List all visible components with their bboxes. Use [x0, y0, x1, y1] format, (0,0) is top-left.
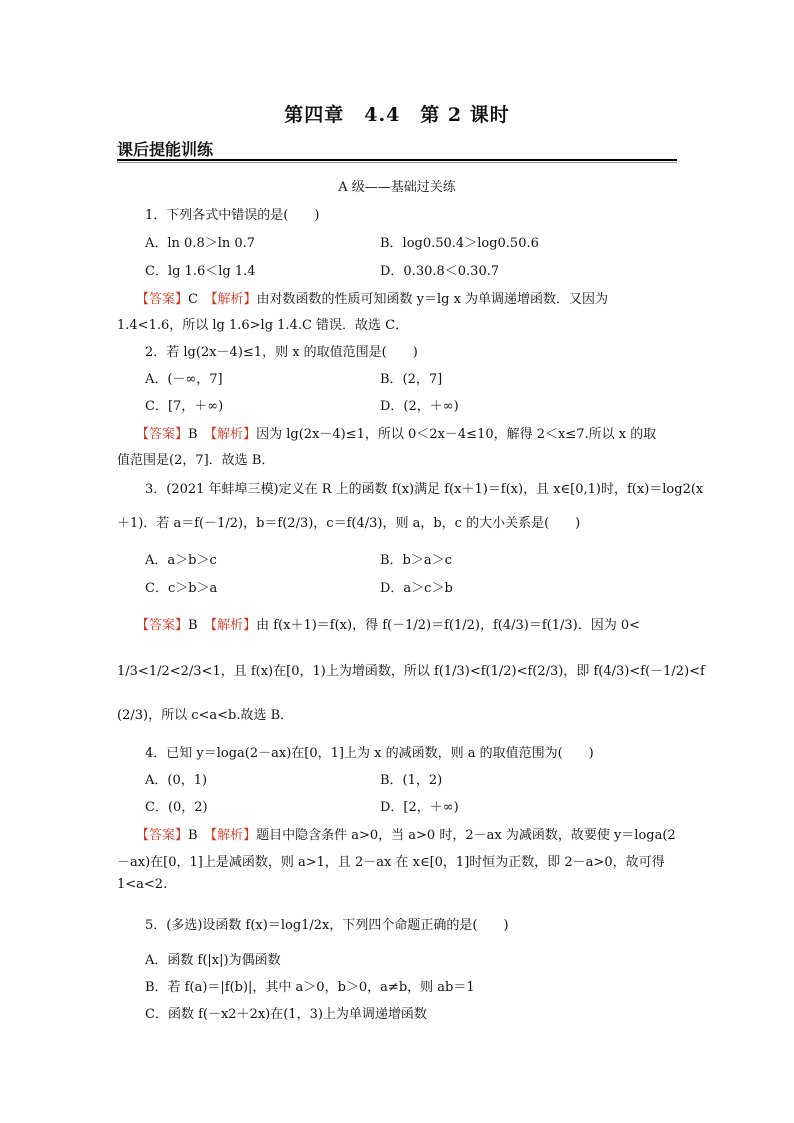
q3-option-c: C．c＞b＞a [145, 581, 218, 596]
q5-stem: 5．(多选)设函数 f(x)＝log1/2x，下列四个命题正确的是( ) [145, 918, 509, 933]
q3-stem-1: 3．(2021 年蚌埠三模)定义在 R 上的函数 f(x)满足 f(x＋1)＝f(x)，且 x∈[0,1)时，f(x)＝log2(x [145, 482, 704, 497]
q1-analysis-1: 由对数函数的性质可知函数 y＝lg x 为单调递增函数．又因为 [256, 292, 609, 307]
q3-answer: B [188, 618, 198, 633]
q3-option-a: A．a＞b＞c [145, 553, 217, 568]
q4-option-a: A．(0，1) [145, 773, 208, 788]
q1-option-c: C．lg 1.6＜lg 1.4 [145, 264, 256, 279]
q1-answer-line [136, 288, 608, 307]
q2-analysis-1: 因为 lg(2x－4)≤1，所以 0＜2x－4≤10，解得 2＜x≤7.所以 x 的取 [256, 427, 657, 442]
analysis-tag: 【解析】 [210, 618, 257, 633]
page-title: 第四章 4.4 第 2 课时 [284, 104, 510, 126]
q1-answer: C [188, 292, 198, 307]
q3-analysis-1: 由 f(x＋1)＝f(x)，得 f(－1/2)＝f(1/2)，f(4/3)＝f(1/3)．因为 0< [256, 618, 641, 633]
answer-tag: 【答案】 [136, 618, 189, 633]
q1-analysis-2: 1.4<1.6，所以 lg 1.6>lg 1.4.C 错误．故选 C． [117, 318, 409, 333]
q3-analysis-3: (2/3)，所以 c<a<b.故选 B． [117, 708, 294, 723]
analysis-tag: 【解析】 [210, 292, 257, 307]
q3-analysis-2: 1/3<1/2<2/3<1，且 f(x)在[0，1)上为增函数，所以 f(1/3)<f(1/2)<f(2/3)，即 f(4/3)<f(－1/2)<f [117, 664, 705, 679]
q2-answer-line [136, 423, 656, 442]
answer-tag: 【答案】 [136, 427, 189, 442]
heading-rule-thin [117, 162, 677, 163]
q2-option-c: C．[7，＋∞) [145, 399, 224, 414]
answer-tag: 【答案】 [136, 828, 189, 843]
q4-option-c: C．(0，2) [145, 800, 208, 815]
q5-option-b: B．若 f(a)＝|f(b)|，其中 a＞0，b＞0，a≠b，则 ab＝1 [145, 980, 475, 995]
q4-analysis-1: 题目中隐含条件 a>0，当 a>0 时，2－ax 为减函数，故要使 y＝loga(2 [256, 828, 676, 843]
level-heading: A 级——基础过关练 [338, 180, 456, 195]
q4-stem: 4．已知 y＝loga(2－ax)在[0，1]上为 x 的减函数，则 a 的取值范围为( ) [145, 746, 594, 761]
answer-tag: 【答案】 [136, 292, 189, 307]
q5-option-c: C．函数 f(－x2＋2x)在(1，3)上为单调递增函数 [145, 1007, 427, 1022]
q2-answer: B [188, 427, 198, 442]
q4-analysis-3: 1<a<2. [117, 877, 168, 892]
q5-option-a: A．函数 f(|x|)为偶函数 [145, 953, 281, 968]
heading-rule [117, 159, 677, 161]
q2-stem: 2．若 lg(2x－4)≤1，则 x 的取值范围是( ) [145, 345, 418, 360]
q4-answer: B [188, 828, 198, 843]
q3-stem-2: ＋1)．若 a＝f(－1/2)，b＝f(2/3)，c＝f(4/3)，则 a，b，c 的大小关系是( ) [117, 516, 581, 531]
q1-stem: 1．下列各式中错误的是( ) [145, 208, 320, 223]
analysis-tag: 【解析】 [210, 828, 257, 843]
q3-answer-line [136, 614, 640, 633]
analysis-tag: 【解析】 [210, 427, 257, 442]
q4-option-b: B．(1，2) [380, 773, 443, 788]
q4-option-d: D．[2，＋∞) [380, 800, 459, 815]
q4-analysis-2: －ax)在[0，1]上是减函数，则 a>1，且 2－ax 在 x∈[0，1]时恒为正数，即 2－a>0，故可得 [117, 855, 665, 870]
q3-option-b: B．b＞a＞c [380, 553, 452, 568]
q1-option-b: B．log0.50.4＞log0.50.6 [380, 236, 539, 251]
q2-option-a: A．(－∞，7] [145, 372, 223, 387]
q2-option-b: B．(2，7] [380, 372, 443, 387]
q3-option-d: D．a＞c＞b [380, 581, 453, 596]
q2-analysis-2: 值范围是(2，7]．故选 B． [117, 453, 275, 468]
section-heading: 课后提能训练 [117, 140, 214, 159]
q2-option-d: D．(2，＋∞) [380, 399, 459, 414]
q1-option-d: D．0.30.8＜0.30.7 [380, 264, 500, 279]
q1-option-a: A．ln 0.8＞ln 0.7 [145, 236, 256, 251]
q4-answer-line [136, 824, 676, 843]
